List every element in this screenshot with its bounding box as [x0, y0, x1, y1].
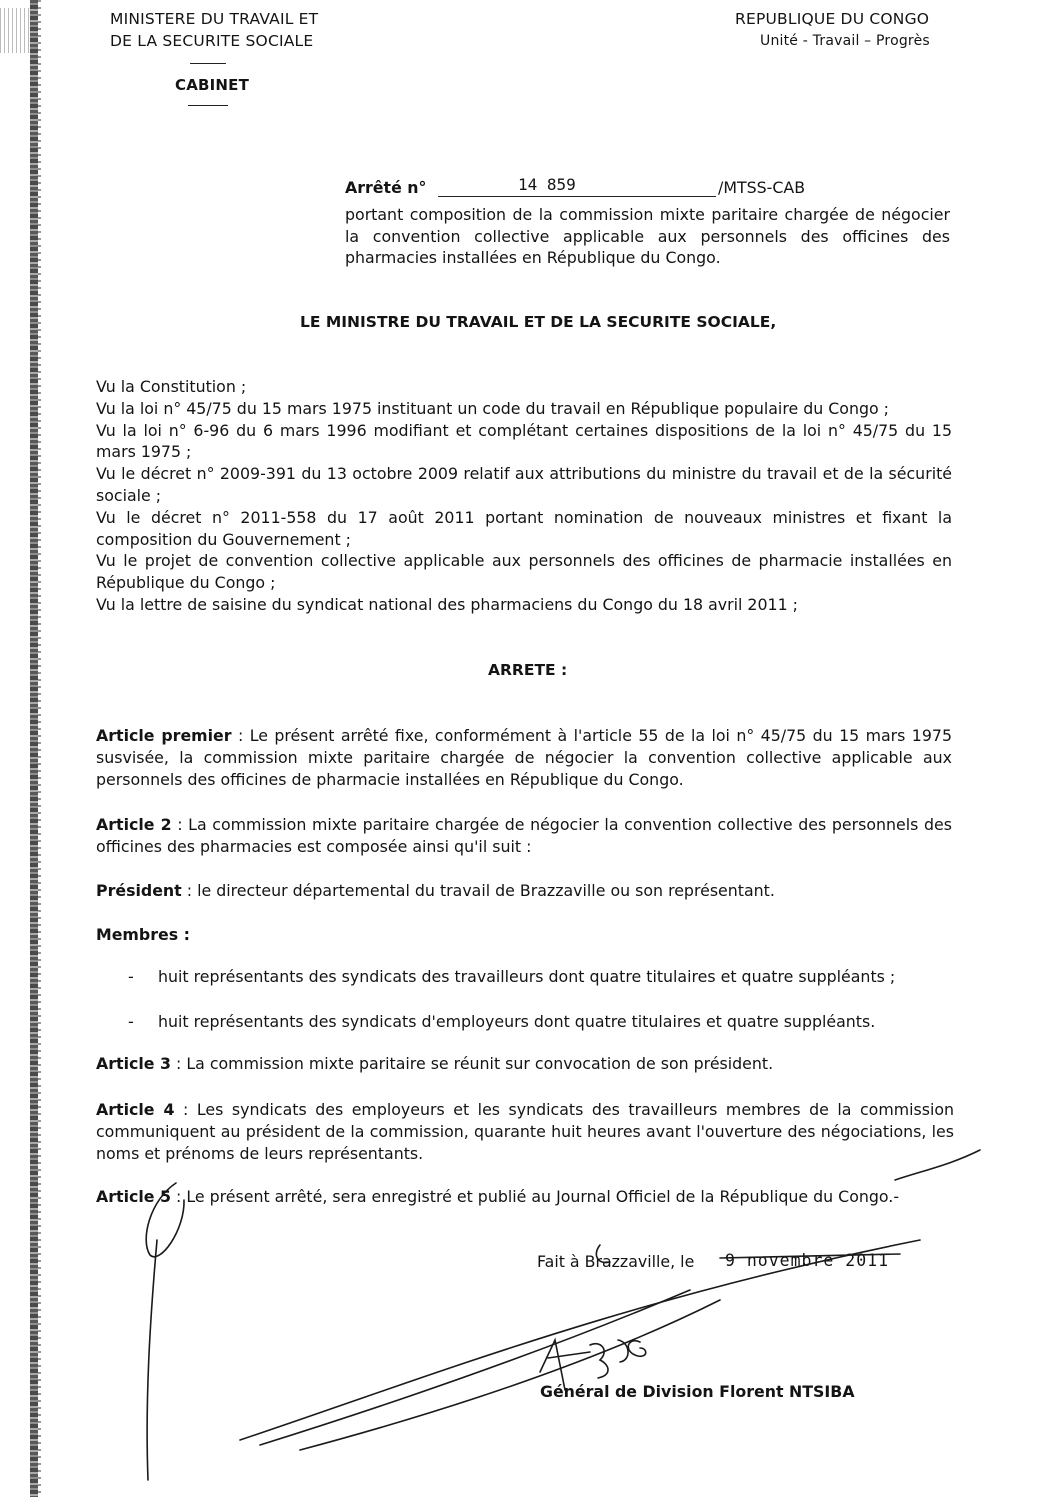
- decree-label: Arrêté n°: [345, 178, 427, 197]
- republic-motto: Unité - Travail – Progrès: [760, 33, 930, 49]
- ministry-name-line2: DE LA SECURITE SOCIALE: [110, 32, 314, 50]
- article-5: [96, 1186, 954, 1208]
- decree-subject-text: portant composition de la commission mixte paritaire chargée de négocier la convention collective applicable aux personnels des officines des pharmacies installées en République du Congo.: [345, 205, 950, 267]
- article-1-text: : Le présent arrêté fixe, conformément à l'article 55 de la loi n° 45/75 du 15 mars 1975 susvisée, la commission mixte paritaire chargée de négocier la convention collective applicable aux personnels des officines de pharmacie installées en République du Congo.: [96, 726, 952, 789]
- arrete-heading: ARRETE :: [488, 661, 568, 679]
- article-1-label: Article premier: [96, 726, 232, 745]
- closing-place: Fait à Brazzaville, le: [537, 1252, 695, 1271]
- president-line: [96, 880, 952, 902]
- members-label: Membres :: [96, 925, 190, 944]
- article-1: [96, 725, 952, 790]
- article-4: [96, 1099, 954, 1164]
- decree-suffix: /MTSS-CAB: [718, 178, 806, 197]
- visas-block: [96, 376, 952, 616]
- bullet: -: [128, 1012, 134, 1031]
- visa-item: Vu la lettre de saisine du syndicat national des pharmaciens du Congo du 18 avril 2011 ;: [96, 594, 798, 614]
- article-4-text: : Les syndicats des employeurs et les syndicats des travailleurs membres de la commission communiquent au président de la commission, quarante huit heures avant l'ouverture des négociations, les noms et prénoms de leurs représentants.: [96, 1100, 955, 1163]
- president-text: : le directeur départemental du travail de Brazzaville ou son représentant.: [181, 881, 775, 900]
- republic-name: REPUBLIQUE DU CONGO: [735, 10, 930, 28]
- visa-item: Vu la loi n° 6-96 du 6 mars 1996 modifiant et complétant certaines dispositions de la loi n° 45/75 du 15 mars 1975 ;: [96, 420, 952, 462]
- article-2: [96, 814, 952, 858]
- decree-number-line: [438, 196, 716, 197]
- scan-noise: [0, 8, 30, 53]
- visa-item: Vu le décret n° 2011-558 du 17 août 2011 portant nomination de nouveaux ministres et fixant la composition du Gouvernement ;: [96, 507, 952, 549]
- president-label: Président: [96, 881, 182, 900]
- article-5-label: Article 5: [96, 1187, 171, 1206]
- article-3-text: : La commission mixte paritaire se réunit sur convocation de son président.: [170, 1054, 774, 1073]
- article-3: [96, 1053, 952, 1075]
- header-divider: [190, 63, 226, 64]
- closing-date: 9 novembre 2011: [725, 1251, 890, 1270]
- cabinet-label: CABINET: [175, 76, 250, 94]
- article-2-label: Article 2: [96, 815, 172, 834]
- visa-item: Vu le décret n° 2009-391 du 13 octobre 2009 relatif aux attributions du ministre du travail et de la sécurité sociale ;: [96, 464, 952, 505]
- header-divider: [188, 105, 228, 106]
- decree-subject: [345, 204, 950, 269]
- ministry-name-line1: MINISTERE DU TRAVAIL ET: [110, 10, 319, 28]
- member-item-2: huit représentants des syndicats d'employeurs dont quatre titulaires et quatre suppléants.: [158, 1012, 876, 1031]
- scan-edge-artifact: [30, 0, 38, 1497]
- article-3-label: Article 3: [96, 1054, 171, 1073]
- decree-number: 14 859: [518, 175, 576, 194]
- visa-item: Vu le projet de convention collective applicable aux personnels des officines de pharmacie installées en République du Congo ;: [96, 551, 952, 593]
- article-2-text: : La commission mixte paritaire chargée de négocier la convention collective des personnels des officines des pharmacies est composée ainsi qu'il suit :: [96, 815, 953, 856]
- signatory-name: Général de Division Florent NTSIBA: [540, 1382, 855, 1401]
- authority-title: LE MINISTRE DU TRAVAIL ET DE LA SECURITE SOCIALE,: [300, 313, 777, 331]
- visa-item: Vu la loi n° 45/75 du 15 mars 1975 instituant un code du travail en République populaire du Congo ;: [96, 398, 890, 418]
- bullet: -: [128, 967, 134, 986]
- member-item-1: huit représentants des syndicats des travailleurs dont quatre titulaires et quatre suppléants ;: [158, 967, 896, 986]
- scan-edge-artifact-inner: [38, 0, 41, 1497]
- visa-item: Vu la Constitution ;: [96, 377, 247, 396]
- article-5-text: : Le présent arrêté, sera enregistré et publié au Journal Officiel de la République du Congo.-: [170, 1187, 900, 1206]
- article-4-label: Article 4: [96, 1100, 175, 1119]
